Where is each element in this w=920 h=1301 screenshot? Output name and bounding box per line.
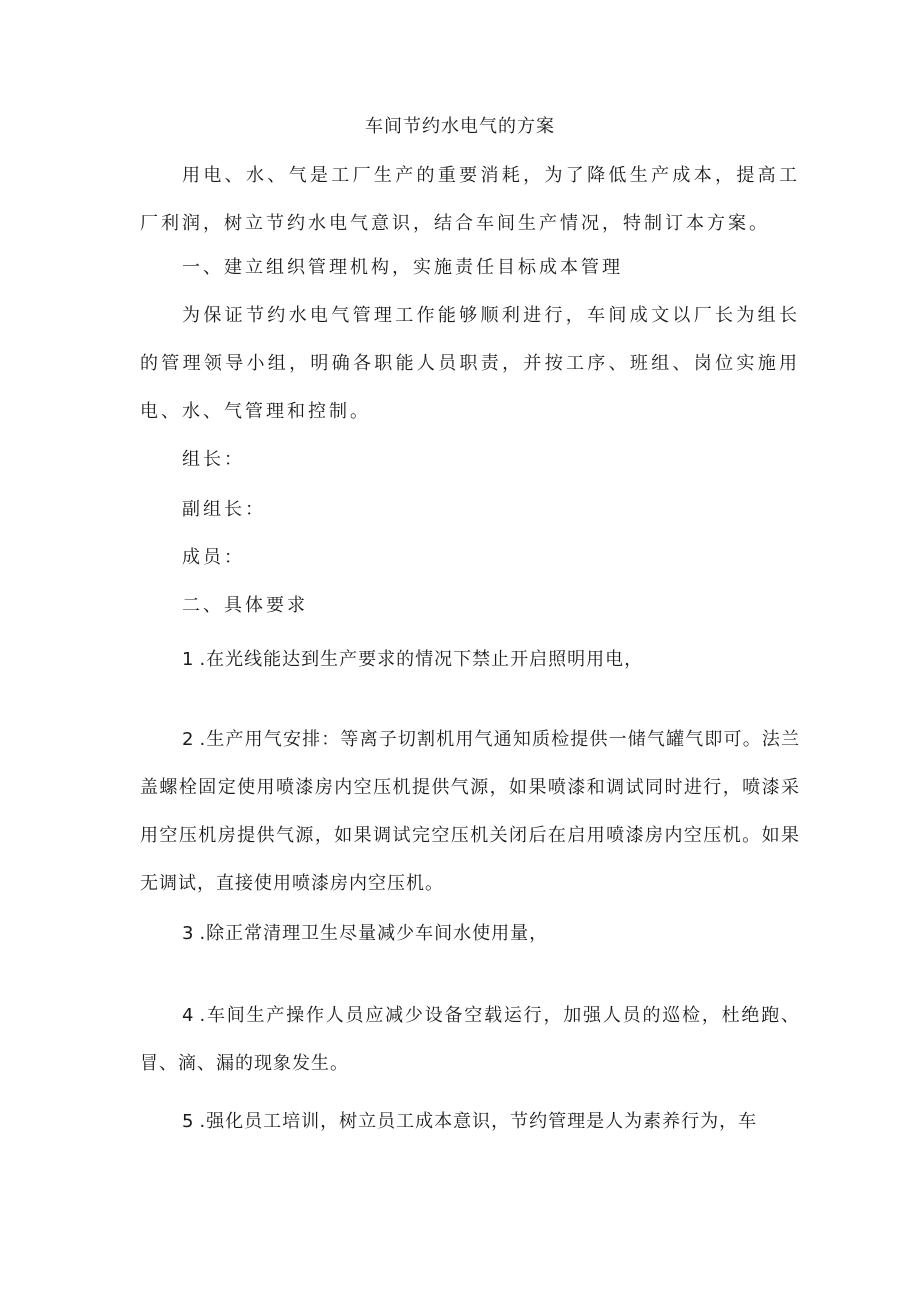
deputy-label: 副组长： [182,499,266,520]
list-item [140,992,800,1088]
list-item-number: 5 [182,1111,200,1132]
list-item-text: .强化员工培训，树立员工成本意识，节约管理是人为素养行为，车 [199,1111,758,1132]
list-item-text: .生产用气安排：等离子切割机用气通知质检提供一储气罐气即可。法兰盖螺栓固定使用喷漆房内空压机提供气源，如果喷漆和调试同时进行，喷漆采用空压机房提供气源，如果调试完空压机关闭后在启用喷漆房内空压机。如果无调试，直接使用喷漆房内空压机。 [140,729,800,894]
list-item [140,636,800,684]
section2-heading: 二、具体要求 [182,595,308,616]
list-item-number: 4 [182,1005,200,1026]
section1-body: 为保证节约水电气管理工作能够顺利进行，车间成文以厂长为组长的管理领导小组，明确各职能人员职责，并按工序、班组、岗位实施用电、水、气管理和控制。 [140,305,800,422]
intro-paragraph: 用电、水、气是工厂生产的重要消耗，为了降低生产成本，提高工厂利润，树立节约水电气意识，结合车间生产情况，特制订本方案。 [140,165,800,234]
list-item [140,910,800,958]
document-title: 车间节约水电气的方案 [365,116,555,137]
list-item [140,716,800,908]
list-item-number: 1 [182,649,200,670]
list-item-text: .在光线能达到生产要求的情况下禁止开启照明用电， [199,649,644,670]
list-item-number: 3 [182,923,200,944]
section1-heading: 一、建立组织管理机构，实施责任目标成本管理 [182,257,623,278]
list-item [140,1098,800,1146]
list-item-text: .车间生产操作人员应减少设备空载运行，加强人员的巡检，杜绝跑、冒、滴、漏的现象发生。 [140,1005,800,1074]
list-item-text: .除正常清理卫生尽量减少车间水使用量， [199,923,549,944]
list-item-number: 2 [182,729,200,750]
members-label: 成员： [182,547,245,568]
leader-label: 组长： [182,449,245,470]
